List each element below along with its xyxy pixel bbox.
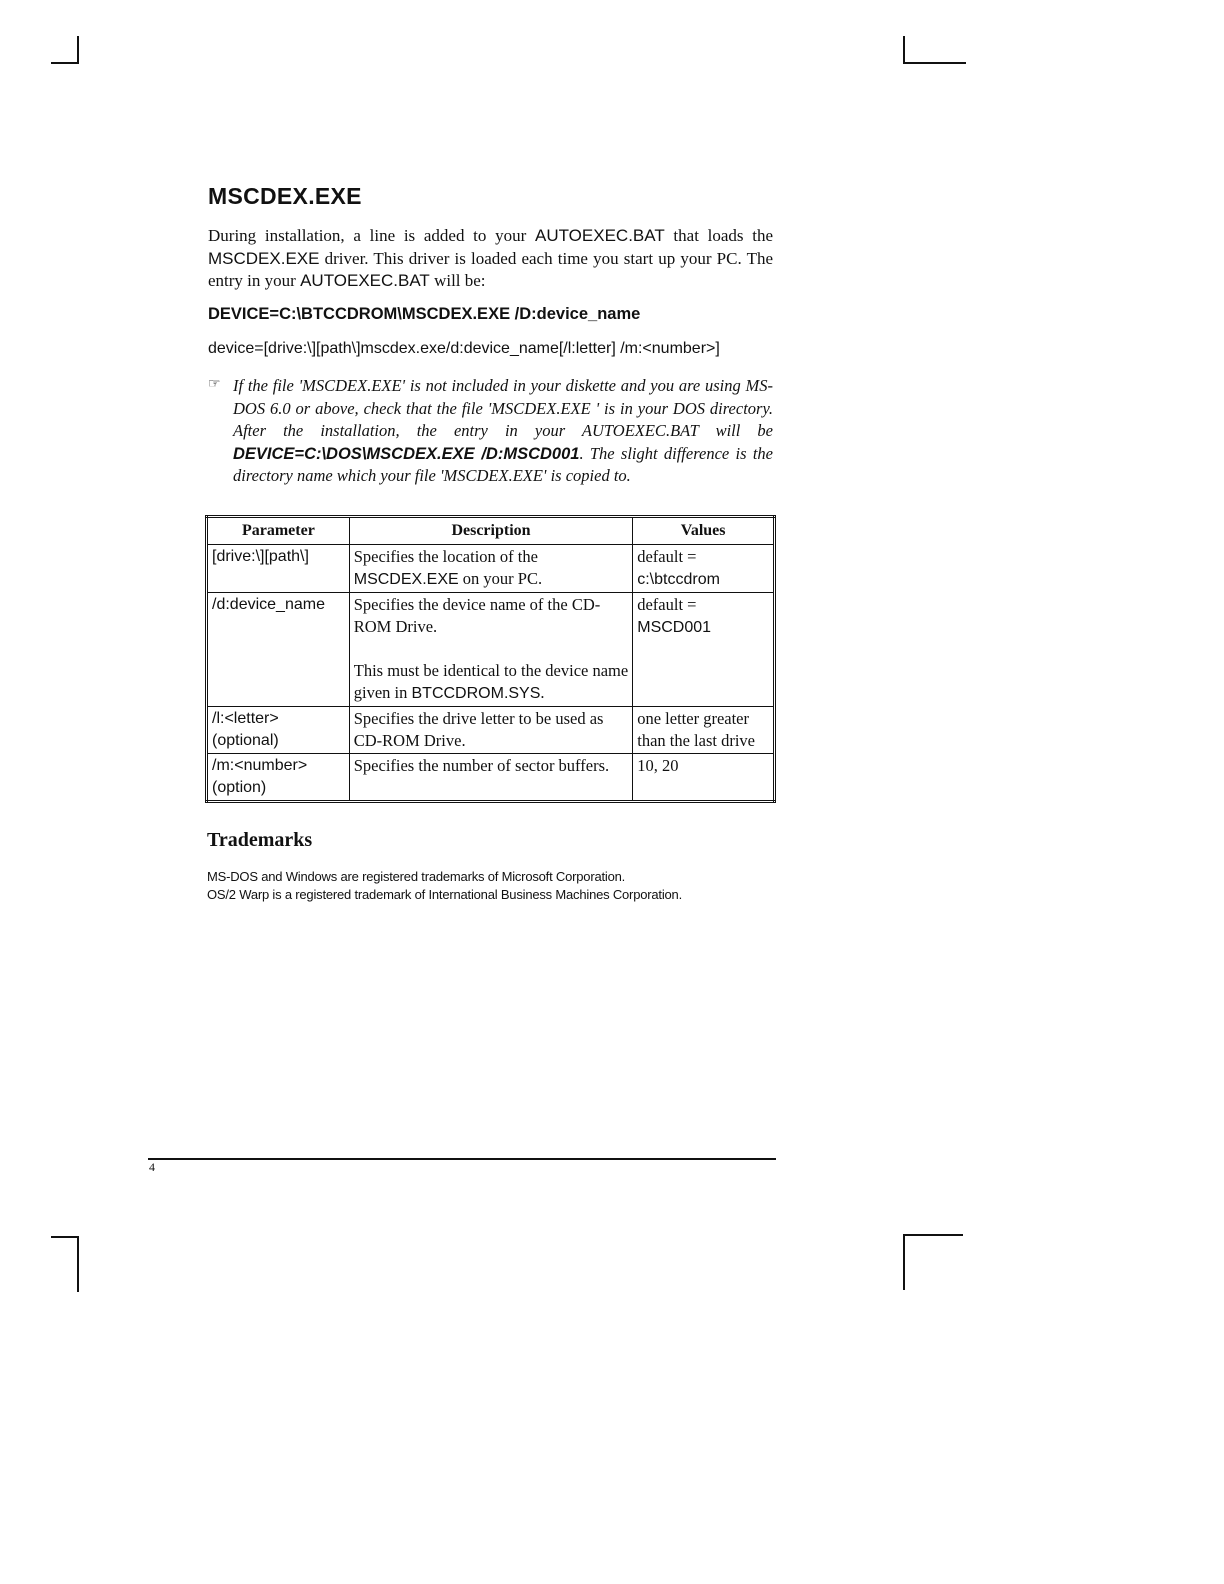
syntax-line: device=[drive:\][path\]mscdex.exe/d:device_name[/l:letter] /m:<number>] — [208, 340, 720, 357]
values-cell: 10, 20 — [633, 754, 775, 802]
header-parameter: Parameter — [207, 517, 350, 545]
values-text: default = — [637, 547, 697, 566]
intro-text-1: During installation, a line is added to your — [208, 226, 535, 245]
param-qualifier: (option) — [212, 779, 267, 796]
description-text: This must be identical to the device name given in — [353, 661, 629, 702]
intro-text-3: driver. This driver is loaded each time you start up your PC. The entry in your — [208, 248, 773, 290]
intro-paragraph — [208, 225, 773, 293]
values-code: MSCD001 — [637, 619, 712, 636]
values-cell — [633, 593, 775, 707]
description-text: . — [540, 683, 545, 702]
pointing-hand-icon: ☞ — [208, 377, 221, 392]
trademark-line-1: MS-DOS and Windows are registered trademarks of Microsoft Corporation. — [207, 869, 626, 884]
description-code: MSCDEX.EXE — [353, 571, 459, 588]
trademarks-heading: Trademarks — [207, 829, 313, 851]
description-text: Specifies the location of the — [353, 547, 538, 566]
crop-mark-top-left-h — [51, 62, 79, 64]
note-paragraph — [233, 375, 773, 488]
table-row — [207, 593, 775, 707]
description-text: on your PC. — [458, 569, 543, 588]
crop-mark-bottom-right-h — [903, 1234, 963, 1236]
crop-mark-top-left-v — [77, 36, 79, 64]
intro-text-2: that loads the — [664, 226, 773, 245]
intro-autoexec-1: AUTOEXEC.BAT — [534, 226, 665, 245]
param-cell — [207, 707, 350, 754]
note-text-1: If the file 'MSCDEX.EXE' is not included in your diskette and you are using MS-DOS 6.0 or above, check that the file 'MSCDEX.EXE ' is in your DOS directory. After the installation, the entry in your AUTOEXEC.BAT will be — [233, 376, 773, 440]
table-row — [207, 754, 775, 802]
crop-mark-bottom-right-v — [903, 1234, 905, 1290]
param-text: /l:<letter> — [212, 710, 279, 727]
trademark-line-2: OS/2 Warp is a registered trademark of International Business Machines Corporation. — [207, 887, 682, 902]
values-text: default = — [637, 595, 697, 614]
footer-rule — [148, 1158, 776, 1160]
table-row — [207, 545, 775, 593]
crop-mark-top-right-h — [903, 62, 966, 64]
page-number: 4 — [149, 1160, 155, 1174]
intro-autoexec-2: AUTOEXEC.BAT — [300, 271, 430, 290]
table-header-row — [207, 517, 775, 545]
table-row — [207, 707, 775, 754]
note-text-2: . The slight difference is the directory name which your file 'MSCDEX.EXE' is copied to. — [233, 443, 773, 485]
description-text: Specifies the device name of the CD-ROM Drive. — [353, 595, 601, 636]
note-device-entry: DEVICE=C:\DOS\MSCDEX.EXE /D:MSCD001 — [233, 444, 580, 463]
values-cell — [633, 545, 775, 593]
page-title: MSCDEX.EXE — [208, 183, 362, 209]
crop-mark-bottom-left-v — [77, 1236, 79, 1292]
description-cell — [349, 545, 632, 593]
device-line: DEVICE=C:\BTCCDROM\MSCDEX.EXE /D:device_name — [208, 305, 641, 323]
param-cell: [drive:\][path\] — [207, 545, 350, 593]
description-cell: Specifies the drive letter to be used as CD-ROM Drive. — [349, 707, 632, 754]
crop-mark-top-right-v — [903, 36, 905, 64]
parameter-table — [205, 515, 776, 803]
values-cell: one letter greater than the last drive — [633, 707, 775, 754]
param-cell — [207, 754, 350, 802]
intro-mscdex: MSCDEX.EXE — [208, 248, 320, 268]
description-code: BTCCDROM.SYS — [411, 685, 541, 702]
param-cell: /d:device_name — [207, 593, 350, 707]
header-description: Description — [349, 517, 632, 545]
intro-text-4: will be: — [429, 271, 486, 290]
param-text: /m:<number> — [212, 757, 308, 774]
param-qualifier: (optional) — [212, 732, 279, 749]
description-cell — [349, 593, 632, 707]
description-cell: Specifies the number of sector buffers. — [349, 754, 632, 802]
values-code: c:\btccdrom — [637, 571, 720, 588]
crop-mark-bottom-left-h — [51, 1236, 79, 1238]
header-values: Values — [633, 517, 775, 545]
